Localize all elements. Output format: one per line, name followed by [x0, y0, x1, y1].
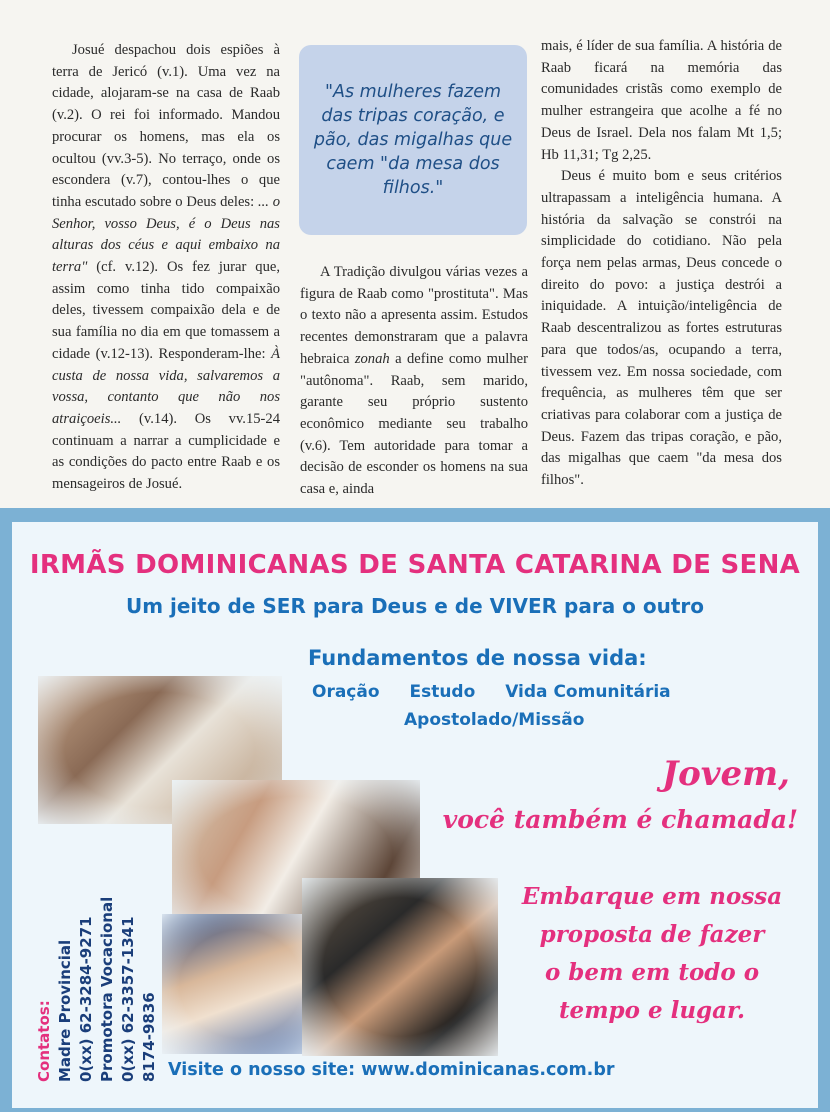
italic-quote: À custa de nossa vida, salvaremos a vossa, contanto que não nos atraiçoeis...	[52, 345, 280, 427]
contact-line: 8174-9836	[140, 992, 158, 1082]
fundamentos-list	[312, 682, 695, 702]
article-column-1	[52, 40, 280, 496]
invitation-line: Embarque em nossa	[521, 883, 783, 910]
italic-quote: ... o Senhor, vosso Deus, é o Deus nas alturas dos céus e aqui embaixo na terra"	[52, 193, 280, 276]
fundamento-item: Oração	[312, 682, 380, 702]
article-column-3	[541, 36, 782, 492]
fundamento-item: Estudo	[409, 682, 476, 702]
italic-word: zonah	[354, 350, 390, 367]
invitation-line: tempo e lugar.	[558, 997, 746, 1024]
chamada-heading: você também é chamada!	[442, 805, 798, 834]
photo-children-studying	[162, 914, 320, 1054]
paragraph	[52, 40, 280, 496]
invitation-line: proposta de fazer	[539, 921, 765, 948]
contact-line: 0(xx) 62-3284-9271	[77, 916, 95, 1082]
contacts-label: Contatos:	[35, 1000, 53, 1082]
fundamento-item: Apostolado/Missão	[404, 710, 585, 730]
text-run: A Tradição divulgou várias vezes a figura de Raab como "prostituta". Mas o texto não a apresenta assim. Estudos recentes demonstraram que a palavra hebraica	[300, 264, 528, 367]
paragraph: Deus é muito bom e seus critérios ultrapassam a inteligência humana. A história da salvação se constrói na simplicidade do cotidiano. Não pela força nem pelas armas, Deus concede o direito do povo: a justiça destrói a iniquidade. A intuição/inteligência de Raab descentralizou as fortes estruturas para que todos/as, ocupando a terra, tivessem vez. Em nossa sociedade, com frequência, as mulheres têm que ser criativas para colaborar com a justiça de Deus. Fazem das tripas coração, e pão, das migalhas que caem "da mesa dos filhos".	[541, 168, 782, 489]
photo-nun-with-family	[302, 878, 498, 1056]
fundamentos-title: Fundamentos de nossa vida:	[308, 646, 647, 670]
article-section	[0, 0, 830, 508]
contact-line: 0(xx) 62-3357-1341	[119, 916, 137, 1082]
text-run: (cf. v.12). Os fez jurar que, assim como tinha tido compaixão deles, tivessem compaixão dela e de sua família no dia em que tomassem a cidade (v.12-13). Responderam-lhe:	[52, 259, 280, 362]
paragraph	[300, 262, 528, 501]
text-run: Josué despachou dois espiões à terra de Jericó (v.1). Uma vez na cidade, alojaram-se na casa de Raab (v.2). O rei foi informado. Mandou procurar os homens, mas ela os ocultou (vv.3-5). No terraço, onde os escondera (v.7), contou-lhes o que tinha escutado sobre o Deus deles:	[52, 42, 280, 210]
text-run: (v.14). Os vv.15-24 continuam a narrar a cumplicidade e as condições do pacto entre Raab e os mensageiros de Josué.	[52, 410, 280, 493]
article-column-2	[300, 262, 528, 501]
advertisement	[0, 508, 830, 1112]
invitation-text	[502, 878, 802, 1030]
jovem-heading: Jovem,	[662, 754, 790, 794]
pull-quote: "As mulheres fazem das tripas coração, e pão, das migalhas que caem "da mesa dos filhos."	[313, 82, 513, 198]
contact-line: Promotora Vocacional	[98, 896, 116, 1082]
ad-subtitle: Um jeito de SER para Deus e de VIVER para o outro	[125, 594, 705, 618]
paragraph: mais, é líder de sua família. A história de Raab ficará na memória das comunidades cristãs como exemplo de mulher estrangeira que acolhe a fé no Deus de Israel. Dela nos falam Mt 1,5; Hb 11,31; Tg 2,25.	[541, 38, 782, 163]
fundamento-item: Vida Comunitária	[505, 682, 671, 702]
contact-line: Madre Provincial	[56, 939, 74, 1082]
pull-quote-box	[299, 45, 527, 235]
ad-title: IRMÃS DOMINICANAS DE SANTA CATARINA DE SENA	[29, 550, 801, 580]
text-run: a define como mulher "autônoma". Raab, sem marido, garante seu próprio sustento econômico mediante seu trabalho (v.6). Tem autoridade para tomar a decisão de esconder os homens na sua casa e, ainda	[300, 350, 528, 498]
contacts-block	[34, 897, 160, 1082]
invitation-line: o bem em todo o	[544, 959, 760, 986]
ad-panel	[12, 522, 818, 1108]
website-link[interactable]: Visite o nosso site: www.dominicanas.com.br	[168, 1060, 615, 1080]
